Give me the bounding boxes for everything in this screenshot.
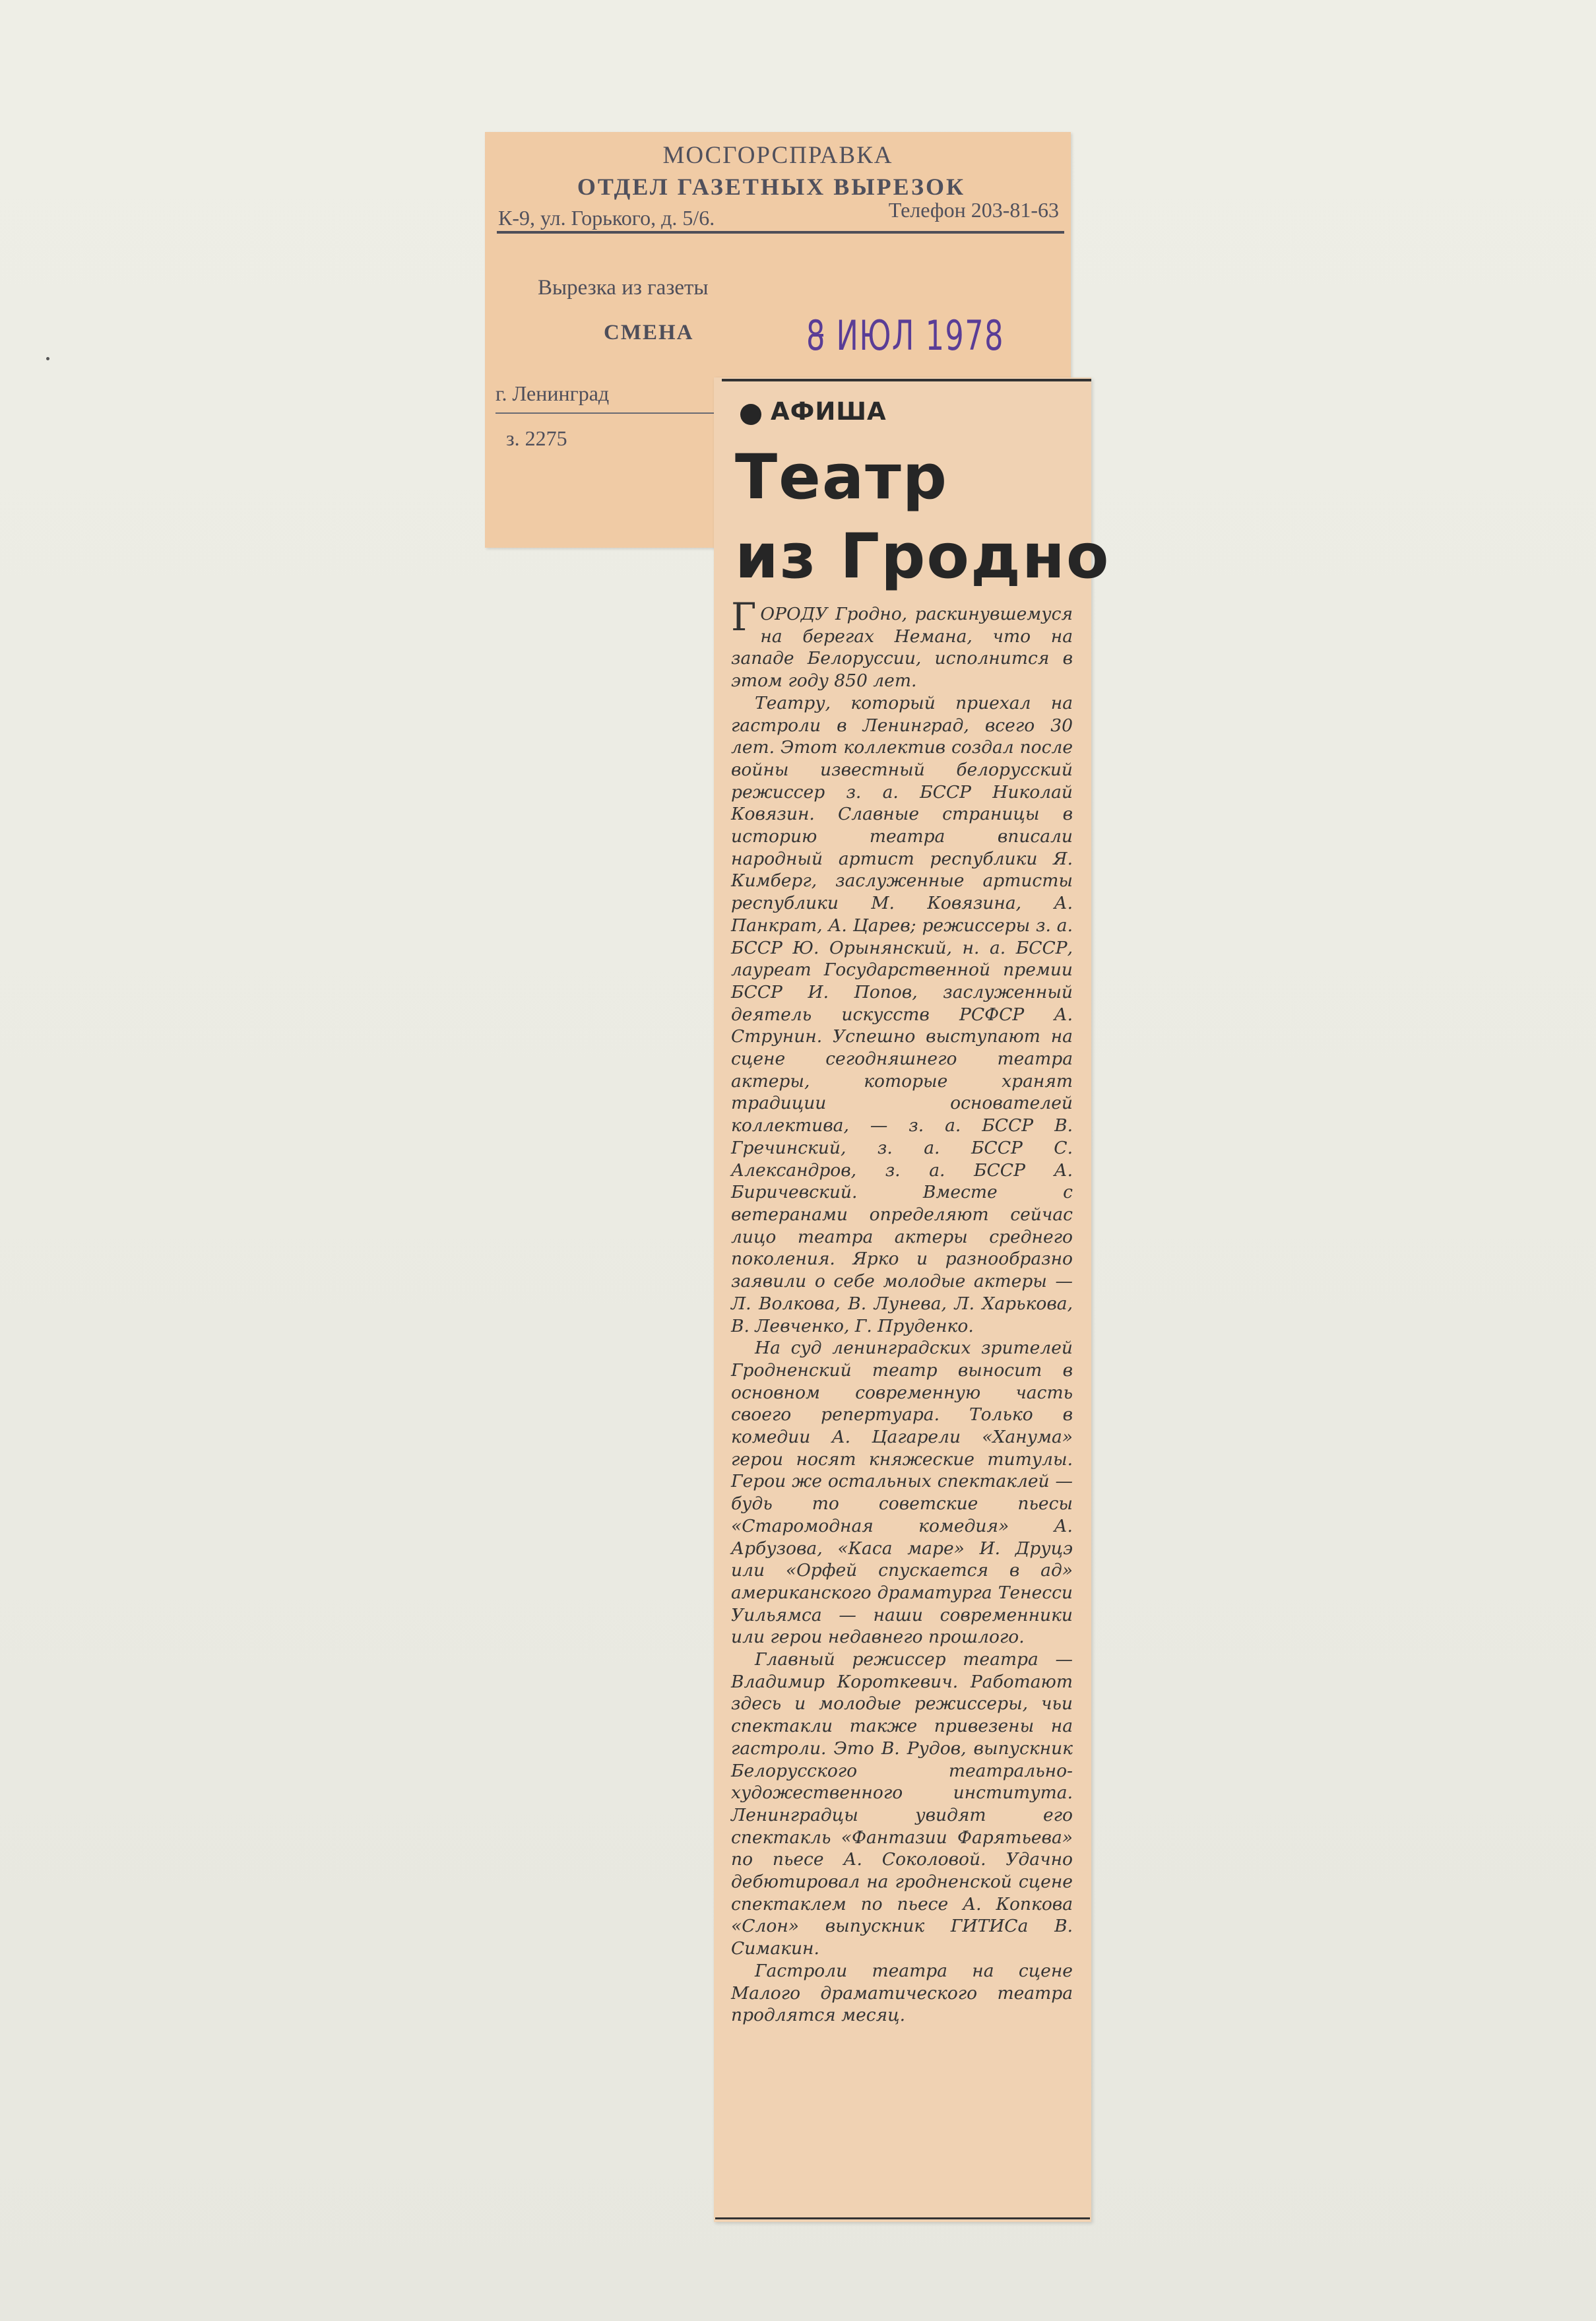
article-paragraph: На суд ленинградских зрителей Гродненский театр выносит в основном современную часть своего репертуара. Только в комедии А. Цагарели «Ханума» герои носят княжеские титулы. Герои же остальных спектаклей — будь то советские пьесы «Старомодная комедия» А. Арбузова, «Каса маре» И. Друцэ или «Орфей спускается в ад» американского драматурга Тенесси Уильямса — наши современники или герои недавнего прошлого. — [731, 1338, 1073, 1648]
agency-name: МОСГОРСПРАВКА — [662, 142, 893, 169]
headline: Театр из Гродно — [735, 441, 1110, 593]
newspaper-name: СМЕНА — [604, 321, 694, 344]
clipping-top-rule — [722, 379, 1091, 381]
drop-cap: Г — [731, 595, 757, 639]
clipping-bottom-rule — [715, 2217, 1090, 2219]
article-paragraph: Театру, который приехал на гастроли в Ленинград, всего 30 лет. Этот коллектив создал после войны известный белорусский режиссер з. а. БССР Николай Ковязин. Славные страницы в историю театра вписали народный артист республики Я. Кимберг, заслуженные артисты республики М. Ковязина, А. Панкрат, А. Царев; режиссеры з. а. БССР Ю. Орынянский, н. а. БССР, лауреат Государственной премии БССР И. Попов, заслуженный деятель искусств РСФСР А. Струнин. Успешно выступают на сцене сегодняшнего театра актеры, которые хранят традиции основателей коллектива, — з. а. БССР В. Гречинский, з. а. БССР С. Александров, з. а. БССР А. Биричевский. Вместе с ветеранами определяют сейчас лицо театра актеры среднего поколения. Ярко и разнообразно заявили о себе молодые актеры — Л. Волкова, В. Лунева, Л. Харькова, В. Левченко, Г. Пруденко. — [731, 692, 1073, 1336]
date-stamp: 8 ИЮЛ 1978 — [806, 311, 1004, 360]
city-label: г. Ленинград — [495, 381, 610, 405]
agency-address: К-9, ул. Горького, д. 5/6. — [498, 206, 715, 230]
order-number: з. 2275 — [506, 426, 567, 450]
dust-speck — [46, 357, 49, 360]
bullet-icon — [740, 404, 761, 425]
clipping-from-label: Вырезка из газеты — [538, 276, 709, 300]
article-paragraph: Главный режиссер театра — Владимир Короткевич. Работают здесь и молодые режиссеры, чьи спектакли также привезены на гастроли. Это В. Рудов, выпускник Белорусского театрально-художественного института. Ленинградцы увидят его спектакль «Фантазии Фарятьева» по пьесе А. Соколовой. Удачно дебютировал на гродненской сцене спектаклем по пьесе А. Копкова «Слон» выпускник ГИТИСа В. Симакин. — [731, 1649, 1073, 1959]
section-label: АФИША — [771, 397, 887, 426]
article-paragraph: Гастроли театра на сцене Малого драматического театра продлятся месяц. — [731, 1960, 1073, 2026]
department-name: ОТДЕЛ ГАЗЕТНЫХ ВЫРЕЗОК — [577, 174, 966, 200]
agency-phone: Телефон 203-81-63 — [888, 198, 1059, 222]
article-body — [731, 595, 1073, 2027]
header-rule — [497, 231, 1064, 234]
newspaper-clipping — [714, 377, 1110, 2222]
lead-paragraph — [731, 595, 1073, 692]
lead-text: ОРОДУ Гродно, раскинувшемуся на берегах Немана, что на западе Белоруссии, исполнится в этом году 850 лет. — [731, 604, 1073, 692]
